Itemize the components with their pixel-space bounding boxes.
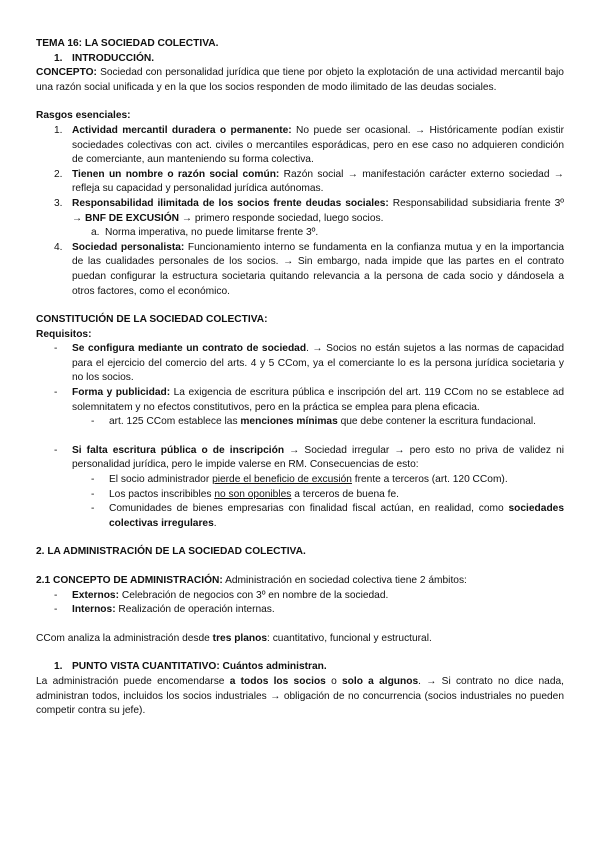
rasgo-item: 1. Actividad mercantil duradera o permanente: No puede ser ocasional. → Históricamente podían existir sociedades colectivas con act. civiles o mercantiles esporádicas, pero en ese caso no adquieren condición de comerciante, aun manteniendo su forma colectiva. — [54, 124, 564, 166]
rasgos-heading: Rasgos esenciales: — [36, 110, 131, 122]
requisito-item: - Si falta escritura pública o de inscripción → Sociedad irregular → pero esto no priva de validez ni personalidad jurídica, pero le impide valerse en RM. Consecuencias de esto: — [54, 444, 565, 471]
administracion-heading: 2. LA ADMINISTRACIÓN DE LA SOCIEDAD COLECTIVA. — [36, 546, 306, 558]
rasgo-item: 3. Responsabilidad ilimitada de los socios frente deudas sociales: Responsabilidad subsidiaria frente 3º → BNF DE EXCUSIÓN → primero responde sociedad, luego socios. — [54, 197, 564, 224]
section-heading-intro — [36, 52, 564, 67]
constitucion-heading: CONSTITUCIÓN DE LA SOCIEDAD COLECTIVA: — [36, 314, 268, 326]
section-title: INTRODUCCIÓN. — [72, 52, 155, 64]
rasgo-item: 4. Sociedad personalista: Funcionamiento interno se fundamenta en la confianza mutua y en la importancia de las cualidades personales de los socios. → Sin embargo, nada impide que las partes en el contrato puedan configurar la estructura societaria quitando relevancia a la persona de cada socio y dándosela a otros factores, como el económico. — [54, 241, 564, 297]
requisito-item: - Se configura mediante un contrato de sociedad. → Socios no están sujetos a las normas de capacidad para el ejercicio del comercio del arts. 4 y 5 CCom, ya el comerciante lo es la persona jurídica societaria y no los socios. — [54, 343, 564, 384]
consecuencia-item: - Los pactos inscribibles no son oponibles a terceros de buena fe. — [91, 488, 399, 500]
requisitos-heading: Requisitos: — [36, 328, 92, 340]
concepto-paragraph: CONCEPTO: Sociedad con personalidad jurídica que tiene por objeto la explotación de una actividad mercantil bajo una razón social unificada y en la que los socios responden de modo ilimitado de las deudas sociales. — [36, 67, 564, 93]
administracion-final-paragraph: La administración puede encomendarse a todos los socios o solo a algunos. → Si contrato no dice nada, administran todos, incluidos los socios industriales → obligación de no concurrencia (socios industriales no pueden competir contra su jefe). — [36, 675, 565, 717]
punto-heading: 1. PUNTO VISTA CUANTITATIVO: Cuántos administran. — [54, 661, 327, 673]
administracion-concepto: 2.1 CONCEPTO DE ADMINISTRACIÓN: Administración en sociedad colectiva tiene 2 ámbitos: — [36, 575, 467, 586]
consecuencia-item: - Comunidades de bienes empresarias con finalidad fiscal actúan, en realidad, como sociedades colectivas irregulares. — [91, 503, 564, 529]
ambito-item: - Externos: Celebración de negocios con 3º en nombre de la sociedad. — [54, 589, 389, 601]
planos-paragraph: CCom analiza la administración desde tres planos: cuantitativo, funcional y estructural. — [36, 632, 432, 644]
document-page — [36, 37, 564, 719]
section-number: 1. — [54, 52, 63, 64]
consecuencia-item: - El socio administrador pierde el beneficio de excusión frente a terceros (art. 120 CCom). — [91, 474, 508, 486]
document-title: TEMA 16: LA SOCIEDAD COLECTIVA. — [36, 38, 219, 49]
rasgo-subitem: a. Norma imperativa, no puede limitarse frente 3º. — [91, 227, 319, 239]
requisito-subitem: - art. 125 CCom establece las menciones mínimas que debe contener la escritura fundacional. — [91, 416, 536, 428]
requisito-item: - Forma y publicidad: La exigencia de escritura pública e inscripción del art. 119 CCom no se establece ad solemnitatem y no efectos constitutivos, pero en la práctica se emplea para plena eficacia. — [54, 387, 564, 413]
ambito-item: - Internos: Realización de operación internas. — [54, 604, 275, 616]
rasgo-item: 2. Tienen un nombre o razón social común: Razón social → manifestación carácter externo sociedad → refleja su capacidad y personalidad jurídica autónomas. — [54, 168, 564, 195]
